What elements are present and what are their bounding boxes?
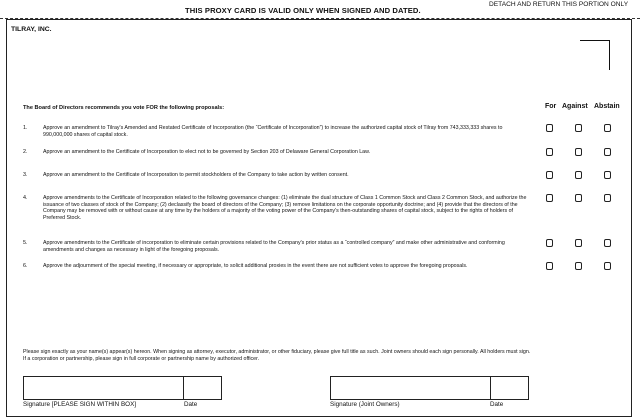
vote-against-checkbox[interactable] (575, 262, 582, 270)
joint-signature-box[interactable] (330, 376, 529, 400)
signing-instructions: Please sign exactly as your name(s) appear(s) hereon. When signing as attorney, executor, administrator, or other fiduciary, please give full title as such. Joint owners should each sign personally. All holders must sign. If a corporation or partnership, please sign in full corporate or partnership name by authorized officer. (23, 349, 531, 362)
vote-for-checkbox[interactable] (546, 262, 553, 270)
vote-for-checkbox[interactable] (546, 239, 553, 247)
vote-abstain-checkbox[interactable] (604, 148, 611, 156)
proposal-number: 5. (23, 240, 28, 246)
vote-against-checkbox[interactable] (575, 239, 582, 247)
proposal-number: 6. (23, 263, 28, 269)
vote-for-checkbox[interactable] (546, 171, 553, 179)
column-header-against: Against (562, 103, 588, 110)
joint-signature-label: Signature (Joint Owners) (330, 401, 400, 408)
vote-abstain-checkbox[interactable] (604, 262, 611, 270)
proposal-text: Approve an amendment to the Certificate of Incorporation to permit stockholders of the Company to take action by written consent. (43, 172, 349, 178)
proposal-text: Approve an amendment to Tilray's Amended and Restated Certificate of Incorporation (the “Certificate of Incorporation”) to increase the authorized capital stock of Tilray from 743,333,333 shares to 990,000,000 shares of capital stock. (43, 125, 503, 138)
column-header-abstain: Abstain (594, 103, 620, 110)
joint-date-label: Date (490, 401, 504, 408)
date-divider (183, 377, 184, 399)
vote-for-checkbox[interactable] (546, 148, 553, 156)
vote-abstain-checkbox[interactable] (604, 194, 611, 202)
vote-abstain-checkbox[interactable] (604, 239, 611, 247)
vote-against-checkbox[interactable] (575, 124, 582, 132)
signature-box[interactable] (23, 376, 222, 400)
date-label: Date (184, 401, 198, 408)
proposal-number: 1. (23, 125, 28, 131)
detach-instruction: DETACH AND RETURN THIS PORTION ONLY (489, 1, 629, 8)
vote-against-checkbox[interactable] (575, 171, 582, 179)
vote-against-checkbox[interactable] (575, 194, 582, 202)
vote-abstain-checkbox[interactable] (604, 124, 611, 132)
proposal-text: Approve the adjournment of the special meeting, if necessary or appropriate, to solicit additional proxies in the event there are not sufficient votes to approve the foregoing proposals. (43, 263, 468, 269)
vote-for-checkbox[interactable] (546, 194, 553, 202)
column-header-for: For (545, 103, 557, 110)
company-name: TILRAY, INC. (11, 26, 52, 33)
proposal-text: Approve amendments to the Certificate of Incorporation related to the following governance changes: (1) eliminate the dual structure of Class 1 Common Stock and Class 2 Common Stock, and authorize the issuance of two classes of stock of the Company; (2) declassify the board of directors of the Company; (3) remove limitations on the corporate opportunity doctrine; and (4) provide that the directors of the Company may be removed with or without cause at any time by the holders of a majority of the voting power of the Company's then-outstanding shares of capital stock, subject to the rights of holders of Preferred Stock. (43, 195, 527, 221)
board-recommendation: The Board of Directors recommends you vote FOR the following proposals: (23, 105, 225, 111)
corner-mark (580, 40, 610, 70)
proposal-number: 3. (23, 172, 28, 178)
proposal-text: Approve amendments to the Certificate of incorporation to eliminate certain provisions related to the Company's prior status as a “controlled company” and make other administrative and conforming amendments and changes as necessary in light of the foregoing proposals. (43, 240, 505, 253)
proxy-header-title: THIS PROXY CARD IS VALID ONLY WHEN SIGNED AND DATED. (185, 6, 421, 15)
date-divider (490, 377, 491, 399)
signature-label: Signature [PLEASE SIGN WITHIN BOX] (23, 401, 137, 408)
proposal-text: Approve an amendment to the Certificate of Incorporation to elect not to be governed by Section 203 of Delaware General Corporation Law. (43, 149, 371, 155)
proposal-number: 4. (23, 195, 28, 201)
vote-abstain-checkbox[interactable] (604, 171, 611, 179)
vote-against-checkbox[interactable] (575, 148, 582, 156)
proposal-number: 2. (23, 149, 28, 155)
vote-for-checkbox[interactable] (546, 124, 553, 132)
